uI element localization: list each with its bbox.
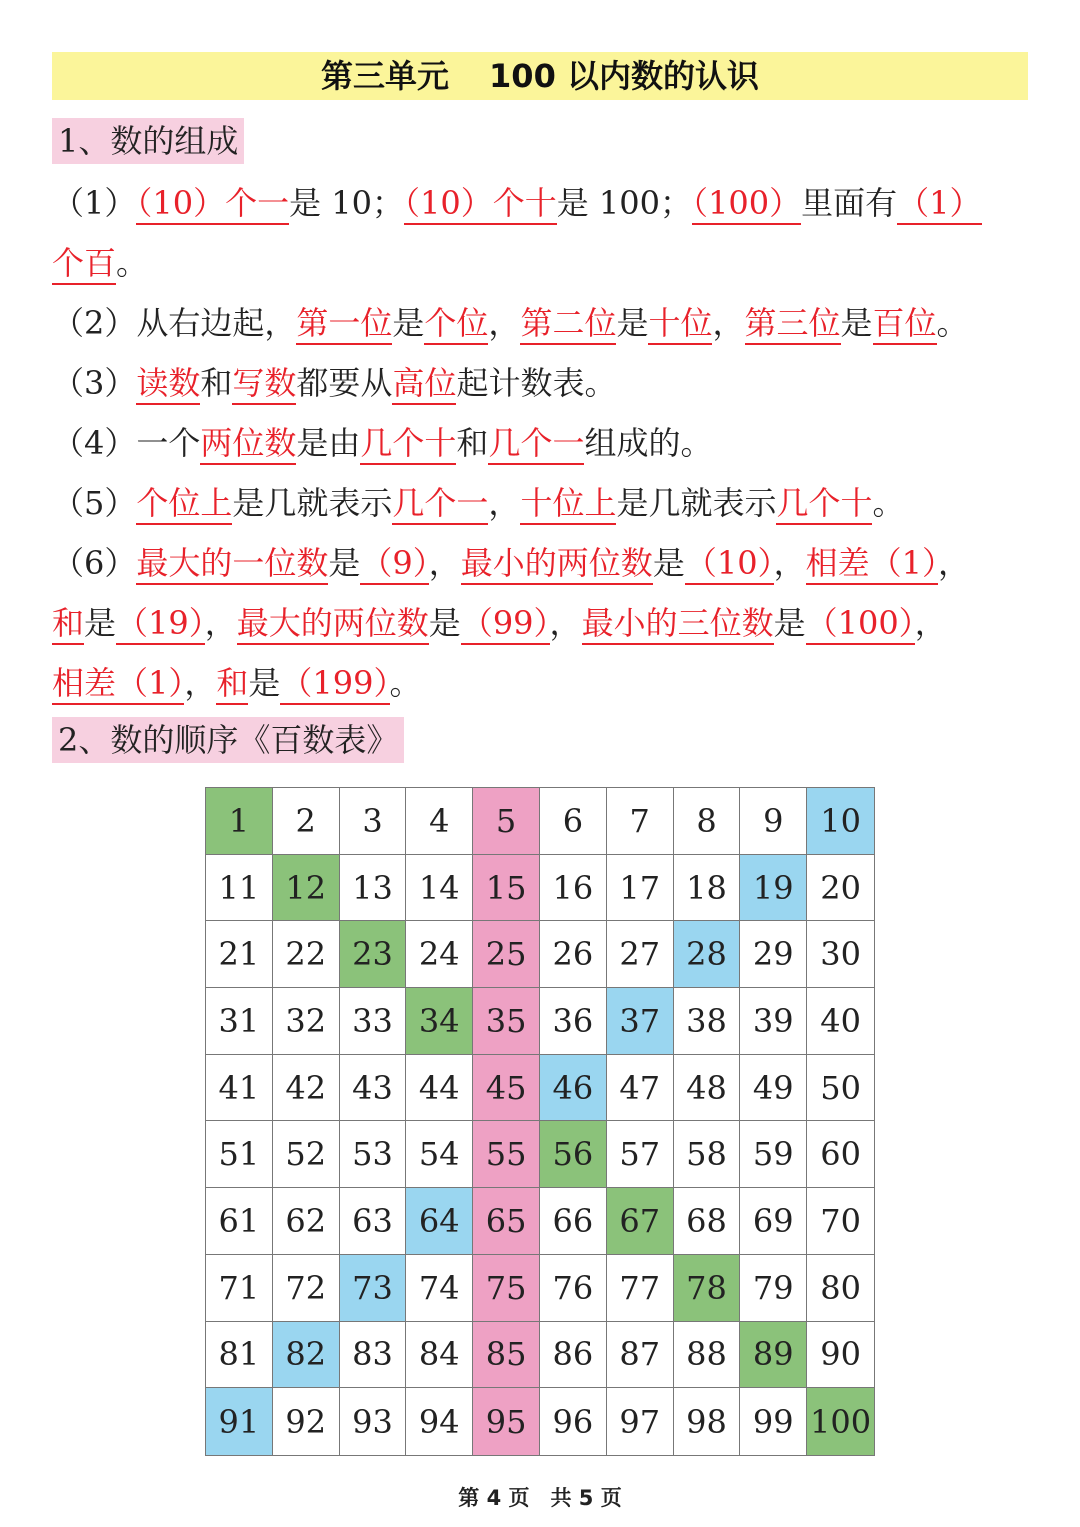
item-1 [52,178,1042,224]
text: 是 [652,544,685,582]
answer: （99） [461,604,550,645]
table-cell: 11 [206,855,273,922]
table-cell: 87 [607,1322,674,1389]
text: （1） [52,184,137,222]
table-cell: 63 [340,1188,407,1255]
text: ， [914,604,947,642]
text: ， [184,664,217,702]
topic-title: 100 以内数的认识 [489,57,759,95]
table-cell: 45 [473,1055,540,1122]
table-cell: 80 [807,1255,874,1322]
answer: 最小的两位数 [461,544,653,585]
table-cell: 61 [206,1188,273,1255]
table-cell: 48 [674,1055,741,1122]
text: 和 [200,364,233,402]
text: 是 100； [556,184,693,222]
table-cell: 31 [206,988,273,1055]
table-cell: 30 [807,921,874,988]
table-cell: 40 [807,988,874,1055]
table-cell: 43 [340,1055,407,1122]
table-cell: 76 [540,1255,607,1322]
table-cell: 16 [540,855,607,922]
table-cell: 22 [273,921,340,988]
table-cell: 85 [473,1322,540,1389]
text: 都要从 [296,364,393,402]
table-cell: 44 [406,1055,473,1122]
table-cell: 97 [607,1388,674,1455]
table-cell: 86 [540,1322,607,1389]
text: 里面有 [801,184,898,222]
answer: （1） [897,184,981,225]
table-cell: 24 [406,921,473,988]
table-cell: 14 [406,855,473,922]
item-6-continued-2 [52,658,1042,704]
answer: 个百 [52,244,116,285]
text: （2）从右边起， [52,304,297,342]
table-cell: 94 [406,1388,473,1455]
answer: （9） [360,544,428,585]
text: 起计数表。 [456,364,617,402]
table-cell: 47 [607,1055,674,1122]
table-cell: 4 [406,788,473,855]
table-cell: 75 [473,1255,540,1322]
table-cell: 42 [273,1055,340,1122]
item-6 [52,538,1042,584]
table-cell: 68 [674,1188,741,1255]
text: ， [773,544,806,582]
table-cell: 70 [807,1188,874,1255]
table-cell: 58 [674,1121,741,1188]
table-cell: 6 [540,788,607,855]
item-3 [52,358,1042,404]
table-cell: 53 [340,1121,407,1188]
text: 是 10； [289,184,405,222]
text: 。 [872,484,905,522]
page-footer: 第 4 页 共 5 页 [458,1486,622,1510]
table-cell: 81 [206,1322,273,1389]
table-cell: 64 [406,1188,473,1255]
item-6-continued [52,598,1042,644]
answer: 写数 [232,364,296,405]
answer: 个位 [424,304,488,345]
text: 。 [936,304,969,342]
answer: （19） [116,604,205,645]
text: 是由 [296,424,361,462]
text: 是 [328,544,361,582]
table-cell: 2 [273,788,340,855]
table-cell: 25 [473,921,540,988]
table-cell: 57 [607,1121,674,1188]
table-cell: 17 [607,855,674,922]
text: ， [488,304,521,342]
table-cell: 35 [473,988,540,1055]
table-cell: 98 [674,1388,741,1455]
table-cell: 10 [807,788,874,855]
hundred-chart [205,787,875,1456]
table-cell: 84 [406,1322,473,1389]
table-cell: 88 [674,1322,741,1389]
answer: 几个一 [392,484,488,525]
table-cell: 27 [607,921,674,988]
answer: （199） [280,664,389,705]
table-cell: 67 [607,1188,674,1255]
table-cell: 74 [406,1255,473,1322]
table-cell: 78 [674,1255,741,1322]
answer: 几个十 [776,484,872,525]
table-cell: 83 [340,1322,407,1389]
answer: 最大的一位数 [136,544,328,585]
table-cell: 20 [807,855,874,922]
answer: 高位 [392,364,456,405]
table-cell: 59 [740,1121,807,1188]
table-cell: 39 [740,988,807,1055]
item-4 [52,418,1042,464]
answer: 最小的三位数 [582,604,774,645]
answer: 两位数 [200,424,296,465]
text: 是 [392,304,425,342]
table-cell: 13 [340,855,407,922]
item-2 [52,298,1042,344]
text: ， [428,544,461,582]
table-cell: 18 [674,855,741,922]
answer: 第二位 [520,304,616,345]
section-heading-2: 2、数的顺序《百数表》 [52,717,404,763]
table-cell: 28 [674,921,741,988]
text: 是几就表示 [616,484,777,522]
table-cell: 36 [540,988,607,1055]
table-cell: 29 [740,921,807,988]
text: ， [204,604,237,642]
answer: 几个十 [360,424,456,465]
table-cell: 72 [273,1255,340,1322]
table-cell: 15 [473,855,540,922]
answer: 第三位 [745,304,841,345]
table-cell: 99 [740,1388,807,1455]
table-cell: 96 [540,1388,607,1455]
table-cell: 52 [273,1121,340,1188]
text: ， [549,604,582,642]
table-cell: 33 [340,988,407,1055]
table-cell: 46 [540,1055,607,1122]
table-cell: 91 [206,1388,273,1455]
text: （3） [52,364,137,402]
table-cell: 50 [807,1055,874,1122]
text: ， [712,304,745,342]
table-cell: 82 [273,1322,340,1389]
text: 组成的。 [584,424,713,462]
table-cell: 66 [540,1188,607,1255]
answer: （100） [692,184,801,225]
answer: （10） [685,544,774,585]
answer: 十位 [648,304,712,345]
answer: 几个一 [488,424,584,465]
table-cell: 62 [273,1188,340,1255]
table-cell: 19 [740,855,807,922]
text: 是 [248,664,281,702]
table-cell: 79 [740,1255,807,1322]
text: 是几就表示 [232,484,393,522]
table-cell: 32 [273,988,340,1055]
text: 。 [116,244,149,282]
text: 是 [773,604,806,642]
table-cell: 60 [807,1121,874,1188]
answer: 和 [216,664,248,705]
table-cell: 26 [540,921,607,988]
answer: （10）个十 [404,184,557,225]
text: ， [937,544,970,582]
table-cell: 3 [340,788,407,855]
table-cell: 93 [340,1388,407,1455]
table-cell: 73 [340,1255,407,1322]
text: 。 [389,664,422,702]
table-cell: 34 [406,988,473,1055]
answer: 最大的两位数 [237,604,429,645]
text: （5） [52,484,137,522]
answer: 第一位 [296,304,392,345]
table-cell: 54 [406,1121,473,1188]
answer: 相差（1） [806,544,938,585]
table-cell: 7 [607,788,674,855]
table-cell: 89 [740,1322,807,1389]
table-cell: 8 [674,788,741,855]
text: 是 [616,304,649,342]
table-cell: 95 [473,1388,540,1455]
text: ， [488,484,521,522]
table-cell: 9 [740,788,807,855]
table-cell: 100 [807,1388,874,1455]
text: 和 [456,424,489,462]
table-cell: 49 [740,1055,807,1122]
text: 是 [84,604,117,642]
table-cell: 90 [807,1322,874,1389]
table-cell: 69 [740,1188,807,1255]
table-cell: 38 [674,988,741,1055]
table-cell: 55 [473,1121,540,1188]
table-cell: 21 [206,921,273,988]
answer: 读数 [136,364,200,405]
table-cell: 41 [206,1055,273,1122]
text: （6） [52,544,137,582]
answer: （100） [806,604,915,645]
table-cell: 1 [206,788,273,855]
page-title [52,52,1028,100]
unit-title: 第三单元 [321,57,450,95]
answer: 百位 [873,304,937,345]
table-cell: 5 [473,788,540,855]
table-cell: 23 [340,921,407,988]
answer: （10）个一 [136,184,289,225]
table-cell: 65 [473,1188,540,1255]
answer: 个位上 [136,484,232,525]
table-cell: 51 [206,1121,273,1188]
item-5 [52,478,1042,524]
answer: 相差（1） [52,664,184,705]
table-cell: 56 [540,1121,607,1188]
text: 是 [428,604,461,642]
item-1-continued [52,238,1042,284]
answer: 十位上 [520,484,616,525]
table-cell: 37 [607,988,674,1055]
answer: 和 [52,604,84,645]
table-cell: 77 [607,1255,674,1322]
table-cell: 12 [273,855,340,922]
table-cell: 92 [273,1388,340,1455]
section-heading-1: 1、数的组成 [52,118,244,164]
text: （4）一个 [52,424,201,462]
text: 是 [840,304,873,342]
table-cell: 71 [206,1255,273,1322]
